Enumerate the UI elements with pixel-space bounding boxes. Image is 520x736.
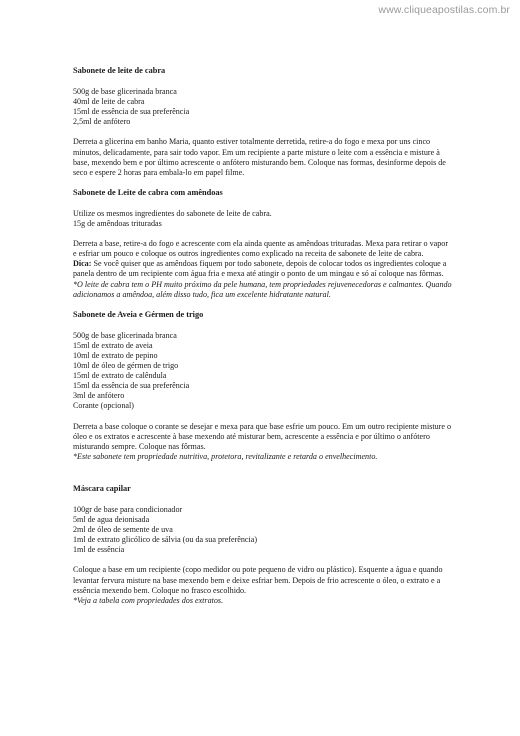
method-paragraph: Derreta a glicerina em banho Maria, quanto estiver totalmente derretida, retire-a do fogo e mexa por uns cinco minutos, delicadamente, para sair todo vapor. Em um recipiente a parte misture o leite com a essência e misture à base, mexendo bem e por último acrescente o anfótero misturando bem. Coloque nas formas, desinforme depois de seco e espere 2 horas para embala-lo em papel filme.: [73, 137, 446, 177]
ingredient: 10ml de extrato de pepino: [73, 350, 158, 360]
section-leite-cabra: [73, 66, 453, 178]
ingredient: 500g de base glicerinada branca: [73, 330, 177, 340]
tip-paragraph: [73, 259, 453, 279]
ingredient: Corante (opcional): [73, 401, 134, 411]
section-title: Sabonete de leite de cabra: [73, 66, 166, 75]
ingredient: 40ml de leite de cabra: [73, 97, 145, 107]
tip-text: Se você quiser que as amêndoas fiquem por todo sabonete, depois de colocar todos os ingredientes coloque a panela dentro de um recipiente com água fria e mexa até atingir o ponto de um mingau e só aí coloque nas fôrmas.: [73, 259, 447, 279]
ingredient: 15ml de essência de sua preferência: [73, 107, 190, 117]
ingredient: 1ml de extrato glicólico de sálvia (ou da sua preferência): [73, 535, 258, 545]
ingredient: 10ml de óleo de gérmen de trigo: [73, 361, 179, 371]
ingredient: 100gr de base para condicionador: [73, 505, 183, 514]
note-paragraph: *Este sabonete tem propriedade nutritiva, protetora, revitalizante e retarda o envelhecimento.: [73, 451, 378, 461]
ingredient: 3ml de anfótero: [73, 391, 125, 401]
note-paragraph: *Veja a tabela com propriedades dos extratos.: [73, 595, 224, 605]
section-mascara-capilar: [73, 484, 453, 606]
ingredient: 2ml de óleo de semente de uva: [73, 525, 173, 535]
section-title: Máscara capilar: [73, 483, 131, 493]
method-paragraph: Derreta a base coloque o corante se desejar e mexa para que base esfrie um pouco. Em um outro recipiente misture o óleo e os extratos e acrescente à base mexendo até misturar bem, acrescente a essência e por último o anfótero misturando sempre. Coloque nas fôrmas.: [73, 421, 451, 451]
ingredient: 15g de amêndoas trituradas: [73, 219, 162, 229]
tip-label: Dica:: [73, 259, 92, 269]
ingredient: 15ml da essência de sua preferência: [73, 381, 190, 391]
ingredient: 2,5ml de anfótero: [73, 117, 131, 127]
ingredient: 1ml de essência: [73, 545, 125, 555]
document-body: [73, 66, 453, 606]
ingredient: Utilize os mesmos ingredientes do sabonete de leite de cabra.: [73, 208, 272, 218]
ingredient: 15ml de extrato de aveia: [73, 340, 153, 350]
section-title: Sabonete de Leite de cabra com amêndoas: [73, 187, 223, 197]
site-watermark: www.cliqueapostilas.com.br: [378, 4, 510, 16]
method-paragraph: Derreta a base, retire-a do fogo e acrescente com ela ainda quente as amêndoas trituradas. Mexa para retirar o vapor e esfriar um pouco e coloque os outros ingredientes como explicado na receita de sabonete de leite de cabra.: [73, 239, 449, 259]
section-aveia-germen: [73, 310, 453, 462]
ingredient: 15ml de extrato de calêndula: [73, 371, 167, 381]
method-paragraph: Coloque a base em um recipiente (copo medidor ou pote pequeno de vidro ou plástico). Esquente a água e quando levantar fervura misture na base mexendo bem e deixe esfriar bem. Depois de frio acrescente o óleo, o extrato e a essência mexendo bem. Coloque no frasco escolhido.: [73, 565, 443, 595]
section-leite-cabra-amendoas: [73, 188, 453, 300]
ingredient: 500g de base glicerinada branca: [73, 87, 177, 97]
section-title: Sabonete de Aveia e Gérmen de trigo: [73, 309, 204, 319]
note-paragraph: *O leite de cabra tem o PH muito próximo da pele humana, tem propriedades rejuvenecedoras e calmantes. Quando adicionamos a amêndoa, além disso tudo, fica um excelente hidratante natural.: [73, 279, 452, 299]
ingredient: 5ml de agua deionisada: [73, 515, 150, 525]
